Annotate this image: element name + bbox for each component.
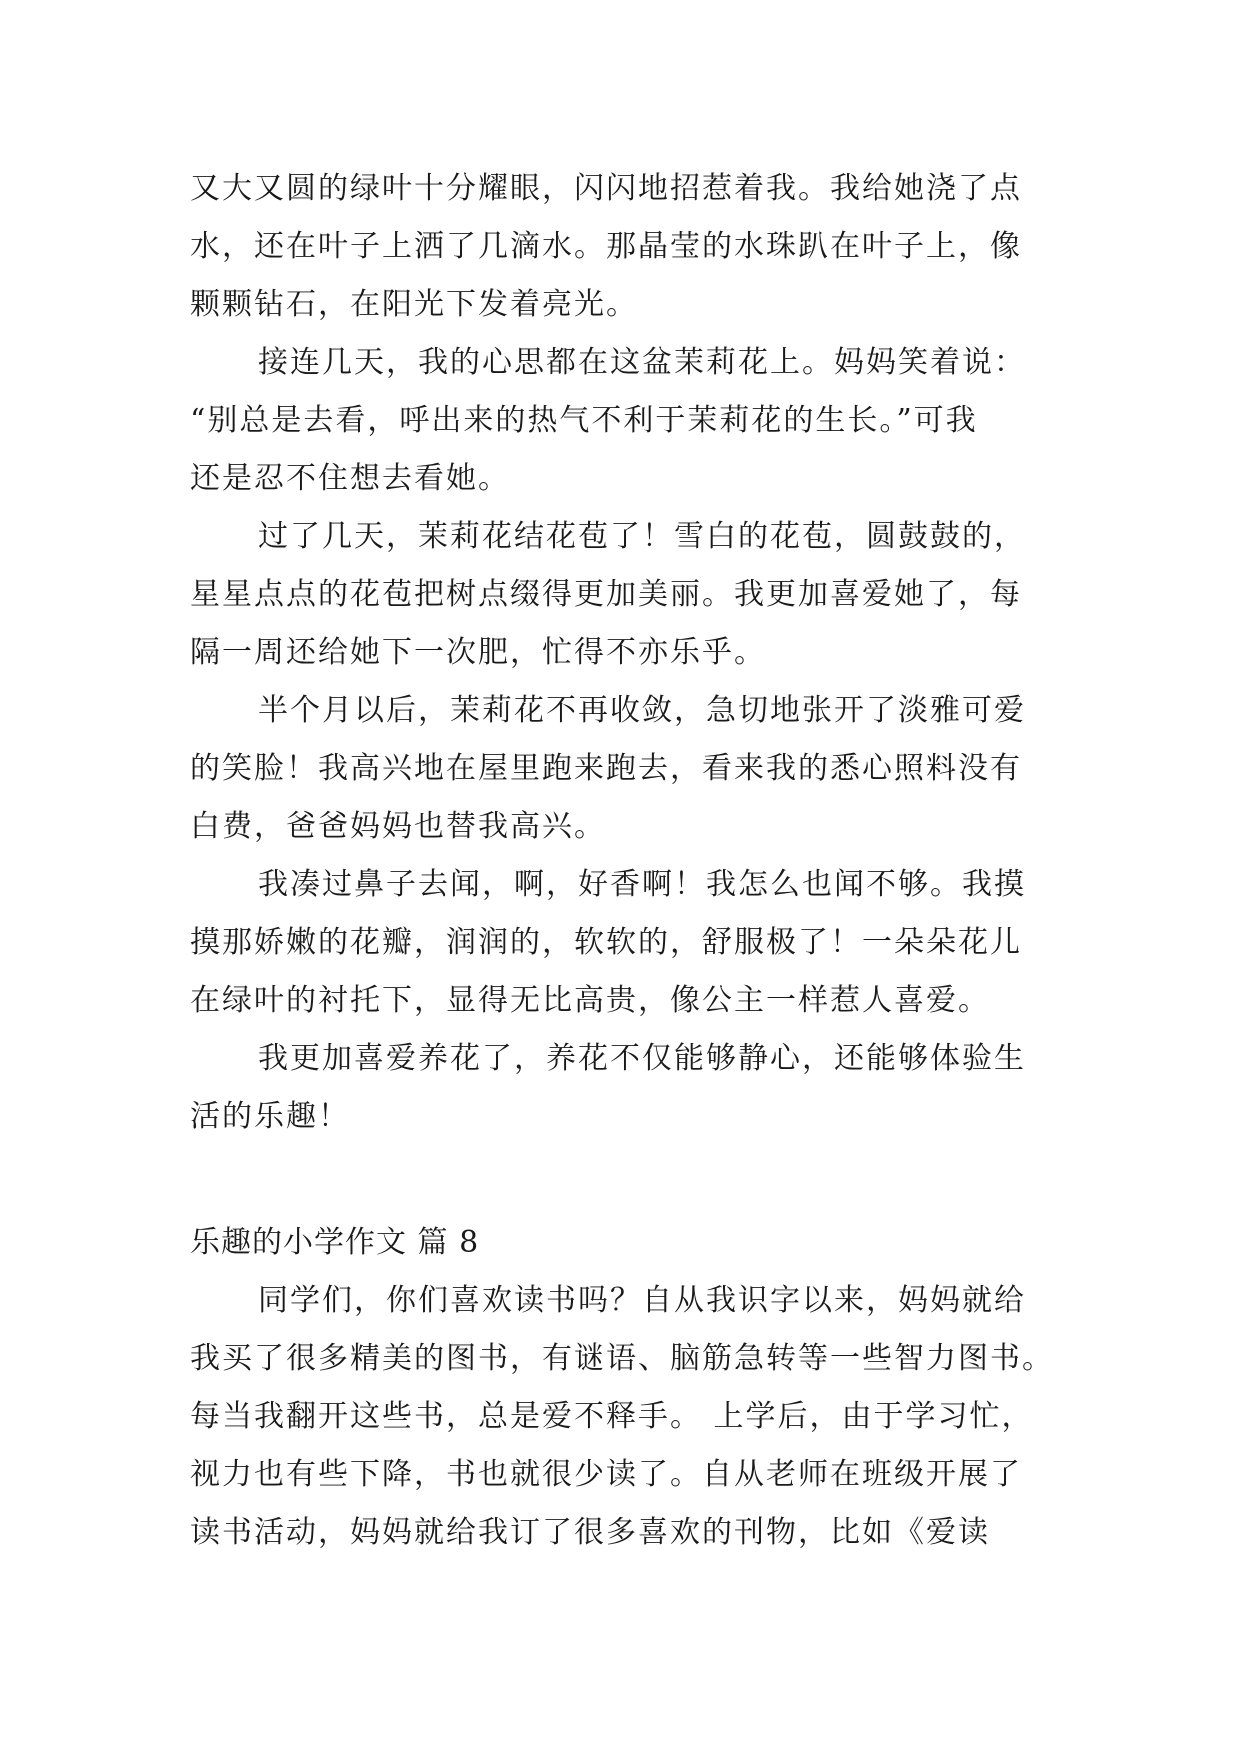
document-page <box>190 160 1058 1562</box>
text-line: 过了几天，茉莉花结花苞了！雪白的花苞，圆鼓鼓的， <box>258 519 1026 554</box>
text-line: 在绿叶的衬托下，显得无比高贵，像公主一样惹人喜爱。 <box>190 983 990 1018</box>
paragraph <box>190 508 1058 682</box>
text-line: 接连几天，我的心思都在这盆茉莉花上。妈妈笑着说： <box>258 345 1026 380</box>
text-line: 隔一周还给她下一次肥，忙得不亦乐乎。 <box>190 635 766 670</box>
section-gap <box>190 1146 1058 1214</box>
paragraph <box>190 856 1058 1030</box>
paragraph-continued <box>190 160 1058 334</box>
text-line: 活的乐趣！ <box>190 1099 350 1134</box>
text-line: 半个月以后，茉莉花不再收敛，急切地张开了淡雅可爱 <box>258 693 1026 728</box>
text-line: 每当我翻开这些书，总是爱不释手。 上学后，由于学习忙， <box>190 1399 1034 1434</box>
text-line: 颗颗钻石，在阳光下发着亮光。 <box>190 287 638 322</box>
paragraph <box>190 334 1058 508</box>
paragraph <box>190 682 1058 856</box>
text-line: 白费，爸爸妈妈也替我高兴。 <box>190 809 606 844</box>
text-line: 的笑脸！我高兴地在屋里跑来跑去，看来我的悉心照料没有 <box>190 751 1022 786</box>
text-line: 我更加喜爱养花了，养花不仅能够静心，还能够体验生 <box>258 1041 1026 1076</box>
section-heading: 乐趣的小学作文 篇 8 <box>190 1225 480 1260</box>
text-line: 星星点点的花苞把树点缀得更加美丽。我更加喜爱她了，每 <box>190 577 1022 612</box>
text-line: 摸那娇嫩的花瓣，润润的，软软的，舒服极了！一朵朵花儿 <box>190 925 1022 960</box>
text-line: 视力也有些下降，书也就很少读了。自从老师在班级开展了 <box>190 1457 1022 1492</box>
paragraph <box>190 1272 1058 1562</box>
text-line: 水，还在叶子上洒了几滴水。那晶莹的水珠趴在叶子上，像 <box>190 229 1022 264</box>
text-line: “别总是去看，呼出来的热气不利于茉莉花的生长。”可我 <box>190 403 978 438</box>
text-line: 读书活动，妈妈就给我订了很多喜欢的刊物，比如《爱读 <box>190 1515 990 1550</box>
text-line: 同学们，你们喜欢读书吗？自从我识字以来，妈妈就给 <box>258 1283 1026 1318</box>
text-line: 我凑过鼻子去闻，啊，好香啊！我怎么也闻不够。我摸 <box>258 867 1026 902</box>
text-line: 还是忍不住想去看她。 <box>190 461 510 496</box>
paragraph <box>190 1030 1058 1146</box>
text-line: 我买了很多精美的图书，有谜语、脑筋急转等一些智力图书。 <box>190 1341 1054 1376</box>
text-line: 又大又圆的绿叶十分耀眼，闪闪地招惹着我。我给她浇了点 <box>190 171 1022 206</box>
